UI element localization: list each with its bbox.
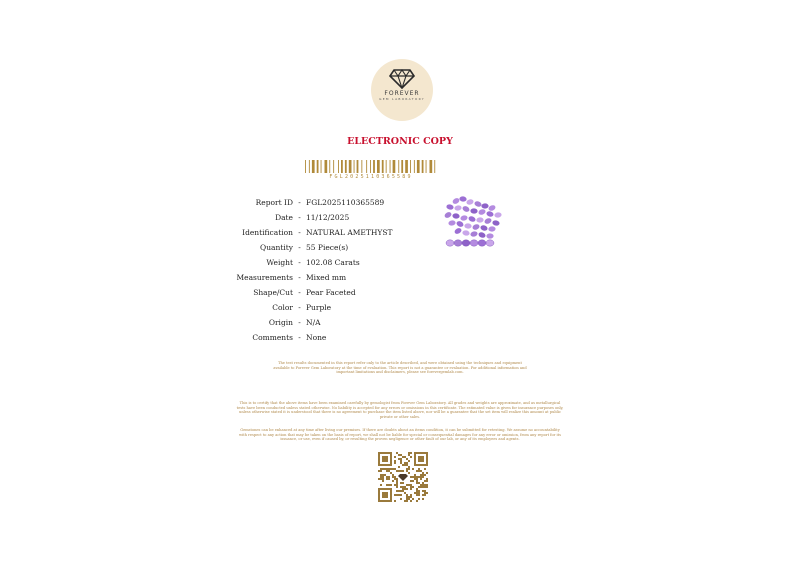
field-label: Date — [275, 213, 293, 222]
field-row — [200, 300, 393, 315]
barcode-number: FGL2025110365589 — [329, 174, 413, 180]
field-row — [200, 330, 393, 345]
field-label: Measurements — [236, 273, 293, 282]
report-fields — [200, 195, 393, 345]
field-row — [200, 270, 393, 285]
field-row — [200, 210, 393, 225]
field-label: Identification — [242, 228, 293, 237]
field-value: Pear Faceted — [306, 288, 356, 297]
field-separator: - — [298, 303, 301, 312]
amethyst-gems-photo — [438, 193, 508, 253]
field-separator: - — [298, 318, 301, 327]
field-value: Purple — [306, 303, 332, 312]
field-separator: - — [298, 213, 301, 222]
field-value: None — [306, 333, 327, 342]
field-separator: - — [298, 273, 301, 282]
disclaimer-enhanced — [0, 428, 800, 442]
disclaimer-line: unless otherwise stated it is understood that there is no agreement to purchase the item listed above, nor will be a guarantee that the set item will realize this amount at public — [239, 410, 561, 415]
electronic-copy-title: ELECTRONIC COPY — [347, 136, 453, 147]
field-label: Shape/Cut — [253, 288, 293, 297]
field-label: Report ID — [255, 198, 293, 207]
disclaimer-line: tests have been conducted unless stated otherwise. No liability is accepted for any errors or omissions in this certificate. The estimated value is given for insurance purposes only, — [236, 405, 564, 410]
field-value: NATURAL AMETHYST — [306, 228, 393, 237]
field-value: N/A — [306, 318, 321, 327]
logo-brand: FOREVER — [384, 90, 420, 97]
disclaimer-line: with respect to any action that may be taken on the basis of report, we shall not be liable for special or consequential damages for any error or omission, from any report for its — [239, 432, 561, 437]
field-separator: - — [298, 228, 301, 237]
disclaimer-line: Gemstones can be enhanced at any time after living our premises. If there are doubts about an items condition, it can be submitted for retesting. We assume no accountability — [240, 428, 560, 432]
field-value: 11/12/2025 — [306, 213, 350, 222]
disclaimer-line: available to Forever Gem Laboratory at the time of evaluation. This report is not a guarantee or evaluation. For additional information and — [273, 365, 527, 370]
field-row — [200, 195, 393, 210]
field-row — [200, 255, 393, 270]
lab-logo — [371, 59, 433, 121]
field-value: Mixed mm — [306, 273, 347, 282]
disclaimer-certify — [0, 401, 800, 419]
diamond-icon — [389, 69, 415, 89]
barcode — [305, 160, 437, 173]
field-label: Comments — [252, 333, 293, 342]
field-label: Quantity — [260, 243, 293, 252]
logo-subtitle: GEM LABORATORY — [379, 97, 425, 101]
field-row — [200, 285, 393, 300]
field-label: Origin — [268, 318, 293, 327]
field-separator: - — [298, 198, 301, 207]
disclaimer-line: This is to certify that the above items have been examined carefully by gemologist from Forever Gem Laboratory. All grades and weights are approximate, and as metallurgical — [239, 401, 561, 405]
field-row — [200, 240, 393, 255]
field-row — [200, 225, 393, 240]
disclaimer-line: The test results documented in this report refer only to the article described, and were obtained using the techniques and equipment — [278, 361, 522, 365]
field-value: 55 Piece(s) — [306, 243, 349, 252]
field-row — [200, 315, 393, 330]
disclaimer-line: private or other sales. — [379, 414, 421, 419]
disclaimer-line: important limitations and disclaimers, please see forevergemlab.com. — [336, 370, 464, 375]
field-label: Color — [272, 303, 293, 312]
field-value: FGL2025110365589 — [306, 198, 385, 207]
field-separator: - — [298, 288, 301, 297]
qr-code[interactable] — [378, 452, 428, 502]
field-separator: - — [298, 333, 301, 342]
disclaimer-line: issuance, or use, even if caused by, or resulting the proven negligence or other fault of our lab, or any of its employees and agents. — [280, 437, 520, 442]
field-value: 102.08 Carats — [306, 258, 360, 267]
field-label: Weight — [266, 258, 293, 267]
disclaimer-results — [0, 361, 800, 375]
field-separator: - — [298, 243, 301, 252]
field-separator: - — [298, 258, 301, 267]
